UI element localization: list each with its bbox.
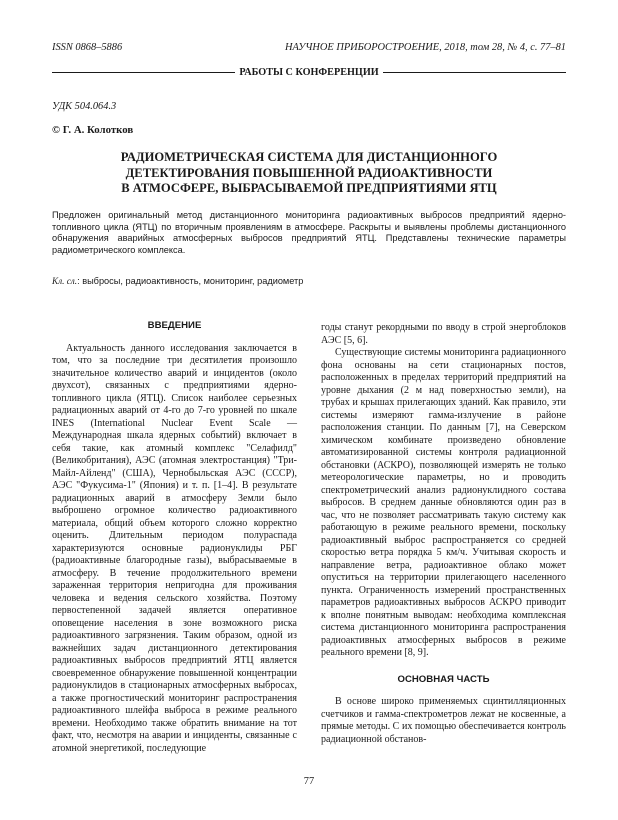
left-column: [52, 320, 297, 755]
keywords: [52, 276, 566, 286]
rubric-rule-right: [383, 72, 566, 73]
section-heading-main: ОСНОВНАЯ ЧАСТЬ: [397, 673, 490, 685]
keywords-text: : выбросы, радиоактивность, мониторинг, радиометр: [77, 276, 304, 286]
title-line: В АТМОСФЕРЕ, ВЫБРАСЫВАЕМОЙ ПРЕДПРИЯТИЯМИ ЯТЦ: [121, 181, 497, 195]
title-line: ДЕТЕКТИРОВАНИЯ ПОВЫШЕННОЙ РАДИОАКТИВНОСТИ: [125, 165, 493, 180]
section-heading-intro: ВВЕДЕНИЕ: [147, 320, 202, 331]
page-number: 77: [303, 776, 315, 787]
title-line: РАДИОМЕТРИЧЕСКАЯ СИСТЕМА ДЛЯ ДИСТАНЦИОННОГО: [120, 150, 498, 164]
journal-citation: НАУЧНОЕ ПРИБОРОСТРОЕНИЕ, 2018, том 28, № 4, с. 77–81: [285, 42, 566, 53]
keywords-label: Кл. сл.: [52, 276, 78, 286]
rubric-label: РАБОТЫ С КОНФЕРЕНЦИИ: [239, 67, 379, 78]
section-rubric: [52, 67, 566, 78]
udk-code: УДК 504.064.3: [52, 101, 117, 112]
monitoring-paragraph: Существующие системы мониторинга радиационного фона основаны на сети стационарных постов, расположенных в пределах территорий предприятий на уровне дыхания (2 м над поверхностью земли), на трубах и крышах прилегающих зданий. Как правило, эти системы измеряют гамма-излучение в районе расположения станции. По данным [7], на Северском химическом комбинате произведено обновление автоматизированной системы контроля радиационной обстановки (АСКРО), позволяющей измерять не только метеорологические параметры, но и проводить спектрометрический анализ радионуклидного состава выбросов. В среднем данные обновляются один раз в час, что не позволяет рассматривать такую систему как работающую в режиме реального времени, поскольку радиоактивный выброс распространяется со средней скоростью ветра порядка 5 км/ч. Учитывая скорость и направление ветра, радиоактивное облако может опуститься на территории прилегающего населенного пункта. Ограниченность измерений пространственных параметров радиоактивных выбросов АСКРО приводит к вполне понятным выводам: необходима комплексная система дистанционного мониторинга распространения радиоактивных атмосферных выбросов в режиме реального времени [8, 9].: [321, 347, 566, 658]
running-header: [52, 42, 566, 53]
intro-paragraph: Актуальность данного исследования заключается в том, что за последние три десятилетия произошло значительное количество аварий и инцидентов (около двухсот), связанных с предприятиями ядерно-топливного цикла (ЯТЦ). Список наиболее серьезных радиационных аварий от 4-го до 7-го уровней по шкале INES (International Nuclear Event Scale — Международная шкала ядерных событий) включает в себя такие, как атомный комплекс "Селафилд" (Великобритания), АЭС (атомная электростанция) "Три-Майл-Айленд" (США), Чернобыльская АЭС (СССР), АЭС "Фукусима-1" (Япония) и т. п. [1–4]. В результате радиационных аварий в атмосферу Земли было выброшено огромное количество радиоактивного материала, общий объем которого сложно корректно оценить. Длительным периодом полураспада характеризуются основные радионуклиды РБГ (радиоактивные благородные газы), выбрасываемые в атмосферу. В течение продолжительного времени зараженная территория непригодна для проживания человека и ведения сельского хозяйства. Поэтому первостепенной задачей является оперативное оповещение населения в зоне возможного риска радиоактивного загрязнения. Таким образом, одной из важнейших задач дистанционного детектирования радиоактивных выбросов предприятий ЯТЦ является своевременное обнаружение повышенной концентрации радионуклидов в стационарных атмосферных выбросах, а также прогностический мониторинг распространения радиоактивного шлейфа выброса в режиме реального времени. Необходимо также обратить внимание на тот факт, что, несмотря на аварии и инциденты, связанные с атомной энергетикой, последующие: [52, 342, 297, 754]
main-paragraph: В основе широко применяемых сцинтилляционных счетчиков и гамма-спектрометров лежат не косвенные, а прямые методы. С их помощью обеспечивается контроль радиационной обстанов-: [321, 696, 566, 745]
abstract: Предложен оригинальный метод дистанционного мониторинга радиоактивных выбросов предприятий ядерно-топливного цикла (ЯТЦ) по вторичным проявлениям в атмосфере. Раскрыты и выявлены проблемы дистанционного обнаружения аварийных атмосферных выбросов предприятий ЯТЦ. Представлены технические параметры радиометрического комплекса.: [52, 210, 566, 255]
author: © Г. А. Колотков: [52, 124, 134, 136]
rubric-rule-left: [52, 72, 235, 73]
article-title: [60, 150, 558, 197]
continuation-paragraph: годы станут рекордными по вводу в строй энергоблоков АЭС [5, 6].: [321, 322, 566, 346]
issn: ISSN 0868–5886: [52, 42, 123, 53]
right-column: [321, 322, 566, 746]
